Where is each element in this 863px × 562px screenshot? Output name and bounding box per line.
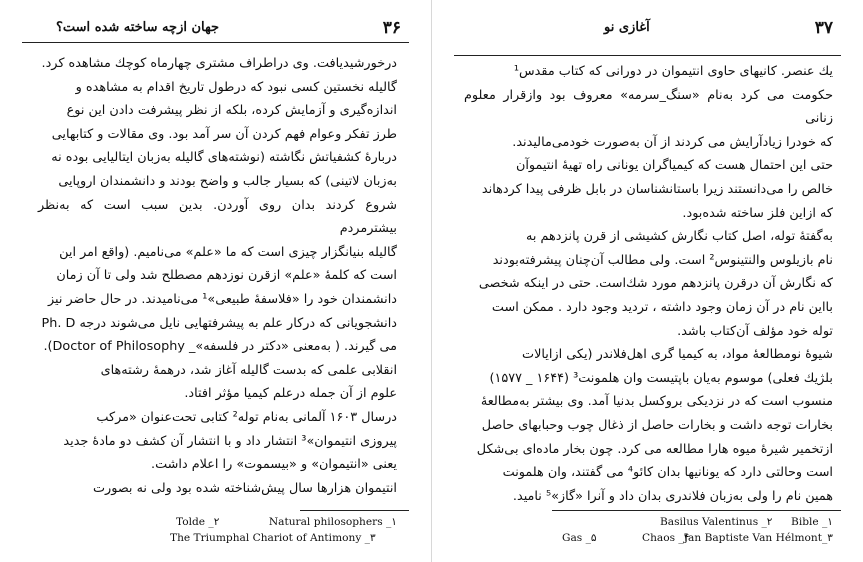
footnote: Chaos _۴ xyxy=(642,532,690,544)
text-line: بلژیك فعلی) موسوم به‌یان باپتیست وان هلمونت³ (۱۶۴۴ _ ۱۵۷۷) xyxy=(489,370,833,386)
text-line: که ازاین فلز ساخته شده‌بود. xyxy=(682,205,833,221)
text-line: بخارات توجه داشت و بخارات حاصل از ذغال چوب وحبابهای حاصل xyxy=(481,417,833,433)
text-line: به‌زبان لاتینی) که بسیار جالب و واضح بودند و دانشمندان اروپایی xyxy=(58,173,397,189)
right-footnotes xyxy=(462,514,833,546)
footnote: Tolde _۲ xyxy=(176,516,220,528)
text-line: همین نام را ولی به‌زبان فلاندری بدان داد و آنرا «گاز»⁵ نامید. xyxy=(512,488,833,504)
text-line: می گیرند. ( به‌معنی «دکتر در فلسفه»_ Doctor of Philosophy). xyxy=(43,339,397,355)
text-line: بااین نام در آن زمان وجود داشته ، تردید وجود دارد . ممکن است xyxy=(491,299,833,315)
text-line: است وحالتی دارد که یونانیها بدان کائو⁴ می گفتند، وان هلمونت xyxy=(502,465,833,481)
text-line: منسوب است که در نزدیکی بروکسل بدنیا آمد. وی بیشتر به‌مطالعهٔ xyxy=(480,394,833,410)
footnote: Bible _۱ xyxy=(791,516,833,528)
right-page xyxy=(432,0,863,562)
text-line: درخورشیدیافت. وی دراطراف مشتری چهارماه کوچك مشاهده کرد. xyxy=(41,56,397,71)
text-line: انقلابی علمی که بدست گالیله آغاز شد، درهمهٔ رشته‌های xyxy=(100,362,397,378)
right-page-header xyxy=(454,18,841,40)
text-line: درسال ۱۶۰۳ آلمانی به‌نام توله² کتابی تحت‌عنوان «مرکب xyxy=(96,409,397,425)
footnote: Jan Baptiste Van Hélmont_۳ xyxy=(683,532,833,544)
text-line: ازتخمیر شیرهٔ میوه هارا مطالعه می کرد. چون بخار ماده‌ای بی‌شکل xyxy=(476,441,833,457)
text-line: حتی این احتمال هست که کیمیاگران یونانی راه تهیهٔ انتیموآن xyxy=(515,158,833,174)
left-page-header xyxy=(22,18,409,40)
text-line: که خودرا زیادآرایش می کردند از آن به‌صورت خودمی‌مالیدند. xyxy=(512,134,833,150)
text-line: اندازه‌گیری و آزمایش کرده، بلکه از نظر پیشرفت دادن این نوع xyxy=(66,103,397,119)
left-running-title: جهان ازچه ساخته شده است؟ xyxy=(56,20,220,35)
text-line: دانشجویانی که درکار علم به پیشرفتهایی نایل می‌شوند درجه Ph. D xyxy=(41,315,397,331)
footnote: Basilus Valentinus _۲ xyxy=(660,516,773,528)
right-page-number: ۳۷ xyxy=(814,18,833,38)
text-line: است که کلمهٔ «علم» ازقرن نوزدهم مصطلح شد ولی تا آن زمان xyxy=(56,268,397,284)
text-line: به‌گفتهٔ توله، اصل کتاب نگارش کشیشی از قرن پانزدهم به xyxy=(526,229,833,245)
text-line: یك عنصر. کانیهای حاوی انتیموان در دورانی که کتاب مقدس¹ xyxy=(513,64,833,79)
text-line: توله خود مؤلف آن‌کتاب باشد. xyxy=(677,323,833,339)
text-line: طرز تفکر وعوام فهم کردن آن سر آمد بود. وی مقالات و کتابهایی xyxy=(51,126,397,142)
footnote: Gas _۵ xyxy=(562,532,597,544)
text-line: شروع کردند بدان روی آوردن. بدین سبب است که به‌نظر بیشترمردم xyxy=(38,197,397,237)
text-line: نام بازیلوس والنتینوس² است. ولی مطالب آن‌چنان پیشرفته‌بودند xyxy=(492,252,833,268)
text-line: شیوهٔ نومطالعهٔ مواد، به کیمیا گری اهل‌فلاندر (یکی ازایالات xyxy=(522,347,833,363)
text-line: یعنی «انتیموان» و «بیسموت» را اعلام داشت. xyxy=(151,457,397,473)
text-line: حکومت می کرد به‌نام «سنگ_سرمه» معروف بود وازقرار معلوم زنانی xyxy=(464,87,833,127)
text-line: که نگارش آن درقرن پانزدهم مورد شك‌است. حتی در اینکه شخصی xyxy=(478,276,833,292)
text-line: گالیله بنیانگزار چیزی است که ما «علم» می‌نامیم. (واقع امر این xyxy=(59,244,397,260)
left-body-text xyxy=(38,52,397,500)
text-line: خالص را می‌دانستند زیرا باستانشناسان در بابل ظرفی پیدا کردهاند xyxy=(481,181,833,197)
left-page xyxy=(0,0,431,562)
left-page-number: ۳۶ xyxy=(382,18,401,38)
left-footnote-rule xyxy=(300,510,409,511)
text-line: علوم از آن جمله درعلم کیمیا مؤثر افتاد. xyxy=(184,386,397,402)
text-line: انتیموان هزارها سال پیش‌شناخته شده بود ولی نه بصورت xyxy=(93,480,397,496)
right-running-title: آغازی نو xyxy=(604,20,650,35)
right-header-rule xyxy=(454,55,841,56)
footnote: The Triumphal Chariot of Antimony _۳ xyxy=(170,532,376,544)
text-line: دربارهٔ کشفیاتش نگاشته (نوشته‌های گالیله به‌زبان ایتالیایی بوده نه xyxy=(51,150,397,166)
left-header-rule xyxy=(22,42,409,43)
left-footnotes xyxy=(30,514,401,546)
right-footnote-rule xyxy=(552,510,841,511)
text-line: گالیله نخستین کسی نبود که درطول تاریخ اقدام به مشاهده و xyxy=(75,79,397,95)
text-line: پیروزی انتیموان»³ انتشار داد و با انتشار آن کشف دو مادهٔ جدید xyxy=(63,433,397,449)
right-body-text xyxy=(464,60,833,508)
footnote: Natural philosophers _۱ xyxy=(268,516,397,528)
text-line: دانشمندان خود را «فلاسفهٔ طبیعی»¹ می‌نامیدند. در حال حاضر نیز xyxy=(47,291,397,307)
